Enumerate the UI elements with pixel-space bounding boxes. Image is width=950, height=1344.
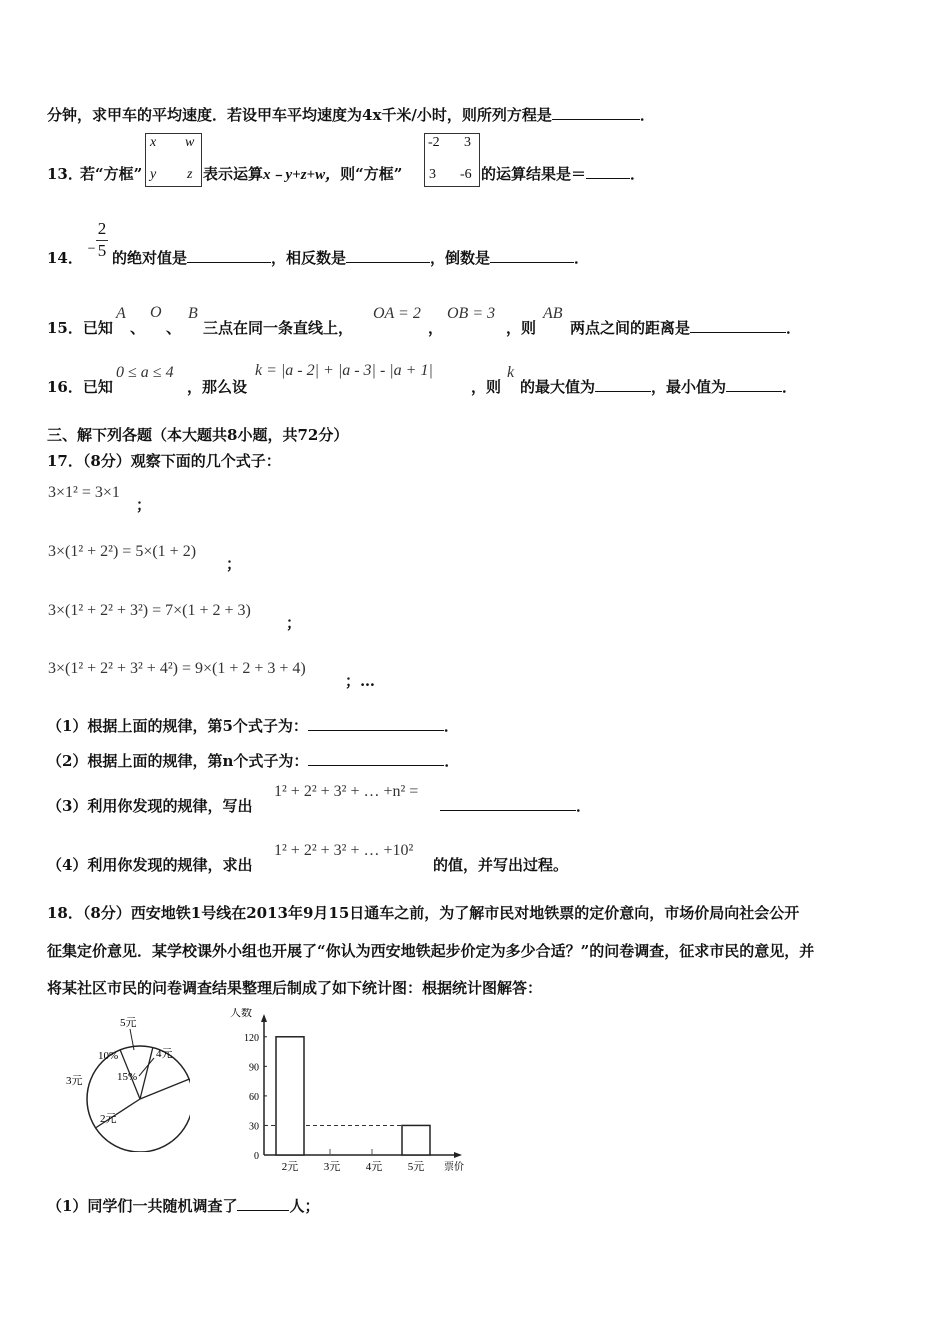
- pie-label-4yuan: 4元: [156, 1048, 173, 1060]
- pie-divider-2: [140, 1079, 189, 1099]
- box2-br: -6: [460, 167, 472, 182]
- x-tick-0: 2元: [281, 1161, 299, 1173]
- q15-sep2: 、: [166, 319, 182, 337]
- frac-denominator: 5: [97, 241, 107, 260]
- q12-text: 分钟，求甲车的平均速度．若设甲车平均速度为4x千米/小时，则所列方程是: [47, 106, 552, 124]
- q13-box1: [145, 133, 202, 187]
- q15-t2-line: 两点之间的距离是 ．: [570, 319, 802, 337]
- q14-blank-abs[interactable]: [187, 248, 271, 263]
- q15-oa: OA = 2: [373, 305, 421, 322]
- pie-percent-5yuan: 10%: [98, 1050, 119, 1062]
- q13-expression: x﹣y+z+w，: [263, 167, 341, 183]
- q18-p1-tail: 人；: [289, 1197, 320, 1215]
- q17-p3-expr: 1² + 2² + 3² + … +n² =: [274, 783, 419, 800]
- q15-t2: 两点之间的距离是: [570, 319, 691, 337]
- y-tick-30: 30: [249, 1121, 259, 1133]
- q15-sep1: 、: [130, 319, 146, 337]
- q18-line2: 征集定价意见．某学校课外小组也开展了“你认为西安地铁起步价定为多少合适？”的问卷调查，征求市民的意见，并: [47, 942, 815, 960]
- q17-eq2: 3×(1² + 2²) = 5×(1 + 2): [48, 543, 197, 560]
- q15-c2: ，则: [506, 319, 537, 337]
- frac-numerator: 2: [97, 219, 107, 238]
- q16-blank-max[interactable]: [595, 377, 651, 392]
- q12-tail-line: 分钟，求甲车的平均速度．若设甲车平均速度为4x千米/小时，则所列方程是 ．: [47, 106, 655, 124]
- q13-mid: [203, 163, 402, 184]
- box2-bl: 3: [429, 167, 436, 182]
- q17-eq3: 3×(1² + 2² + 3²) = 7×(1 + 2 + 3): [48, 602, 251, 619]
- q17-p4-expr: 1² + 2² + 3² + … +10²: [274, 842, 414, 859]
- q17-p4-tail: 的值，并写出过程。: [433, 856, 569, 874]
- pie-percent-4yuan: 15%: [117, 1071, 138, 1083]
- y-tick-90: 90: [249, 1062, 259, 1074]
- x-tick-1: 3元: [323, 1161, 341, 1173]
- q15-ab: AB: [543, 305, 563, 322]
- section-3-heading: 三、解下列各题（本大题共8小题，共72分）: [47, 426, 349, 444]
- q14-number: 14．: [47, 249, 83, 267]
- q13-pre: 若“方框”: [80, 165, 143, 183]
- q17-p2-blank[interactable]: [308, 751, 444, 766]
- q13-post-text: 的运算结果是＝: [481, 165, 587, 183]
- q14-line: 的绝对值是 ，相反数是 ，倒数是 ．: [112, 249, 590, 267]
- q17-eq1-end: ；: [136, 496, 152, 514]
- q17-title: 17．（8分）观察下面的几个式子：: [47, 452, 281, 470]
- q16-blank-min[interactable]: [726, 377, 782, 392]
- q15-answer-blank[interactable]: [690, 318, 786, 333]
- q18-line3: 将某社区市民的问卷调查结果整理后制成了如下统计图：根据统计图解答：: [47, 979, 543, 997]
- q17-part4: （4）利用你发现的规律，求出: [47, 856, 253, 874]
- bar-3: [402, 1125, 430, 1155]
- q17-p3-blank-line: ．: [440, 795, 591, 816]
- box1-tl: x: [150, 135, 157, 150]
- q17-p1-blank[interactable]: [308, 716, 444, 731]
- y-tick-60: 60: [249, 1091, 259, 1103]
- q14-t2: ，相反数是: [271, 249, 347, 267]
- q17-eq1: 3×1² = 3×1: [48, 484, 120, 501]
- q17-part2: （2）根据上面的规律，第n个式子为： ．: [47, 752, 460, 770]
- q16-t1: ，那么设: [187, 378, 248, 396]
- q18-line1: 18．（8分）西安地铁1号线在2013年9月15日通车之前，为了解市民对地铁票的定价意向，市场价局向社会公开: [47, 904, 800, 922]
- q17-p1-text: （1）根据上面的规律，第5个式子为：: [47, 717, 308, 735]
- q16-line: 的最大值为 ，最小值为 ．: [520, 378, 798, 396]
- q15-A: A: [116, 305, 126, 322]
- box2-tr: 3: [464, 135, 471, 150]
- q12-answer-blank[interactable]: [552, 105, 640, 120]
- q16-t3: 的最大值为: [520, 378, 596, 396]
- q18-part1: [47, 1195, 319, 1216]
- pie-label-2yuan: 2元: [100, 1113, 117, 1125]
- y-axis-arrow: [261, 1014, 267, 1022]
- box2-tl: -2: [428, 135, 440, 150]
- q17-part3: （3）利用你发现的规律，写出: [47, 797, 253, 815]
- box1-tr: w: [185, 135, 195, 150]
- q17-eq3-end: ；: [286, 614, 302, 632]
- pie-chart: [40, 1012, 190, 1152]
- q14-fraction: [96, 219, 108, 261]
- box1-br: z: [187, 167, 193, 182]
- q14-blank-opposite[interactable]: [346, 248, 430, 263]
- q16-range: 0 ≤ a ≤ 4: [116, 364, 174, 381]
- q14-t1: 的绝对值是: [112, 249, 188, 267]
- q13-mid-text: 表示运算: [203, 165, 264, 183]
- q14-t3: ，倒数是: [430, 249, 491, 267]
- q17-part1: （1）根据上面的规律，第5个式子为： ．: [47, 717, 459, 735]
- q17-eq4-end: ；…: [345, 672, 376, 690]
- x-tick-3: 5元: [407, 1161, 425, 1173]
- q15-B: B: [188, 305, 198, 322]
- q15-c1: ，: [428, 319, 444, 337]
- q17-p3-blank[interactable]: [440, 796, 576, 811]
- q17-p2-text: （2）根据上面的规律，第n个式子为：: [47, 752, 309, 770]
- pie-divider-1: [140, 1048, 153, 1099]
- q16-number: 16．已知: [47, 378, 113, 396]
- q17-eq2-end: ；: [226, 555, 242, 573]
- bar-0: [276, 1037, 304, 1155]
- q16-kdef: k = |a - 2| + |a - 3| - |a + 1|: [255, 362, 433, 379]
- y-tick-120: 120: [244, 1032, 259, 1044]
- q15-O: O: [150, 304, 162, 321]
- q16-t4: ，最小值为: [651, 378, 727, 396]
- q18-p1-blank[interactable]: [237, 1196, 289, 1211]
- q13-mid2-text: 则“方框”: [340, 165, 403, 183]
- y-axis-label: 人数: [230, 1008, 252, 1019]
- q17-eq4: 3×(1² + 2² + 3² + 4²) = 9×(1 + 2 + 3 + 4): [48, 660, 306, 677]
- x-tick-2: 4元: [365, 1161, 383, 1173]
- q13-post: 的运算结果是＝ ．: [481, 165, 646, 183]
- q13-answer-blank[interactable]: [586, 164, 630, 179]
- q14-blank-reciprocal[interactable]: [490, 248, 574, 263]
- q13-box2: [424, 133, 480, 187]
- box1-bl: y: [150, 167, 157, 182]
- pie-label-5yuan: 5元: [120, 1017, 137, 1029]
- q15-number: 15．已知: [47, 319, 113, 337]
- q16-t2: ，则: [471, 378, 502, 396]
- q16-k: k: [507, 364, 515, 381]
- pie-label-3yuan: 3元: [66, 1075, 83, 1087]
- q18-p1-text: （1）同学们一共随机调查了: [47, 1197, 238, 1215]
- x-axis-label: 票价: [444, 1162, 464, 1173]
- q15-t1: 三点在同一条直线上，: [203, 319, 354, 337]
- q15-ob: OB = 3: [447, 305, 496, 322]
- y-tick-0: 0: [254, 1151, 259, 1162]
- x-axis-arrow: [454, 1152, 462, 1158]
- q13-number: 13．: [47, 165, 83, 183]
- q14-sign: ﹣: [83, 237, 100, 256]
- bar-chart: [228, 1008, 478, 1178]
